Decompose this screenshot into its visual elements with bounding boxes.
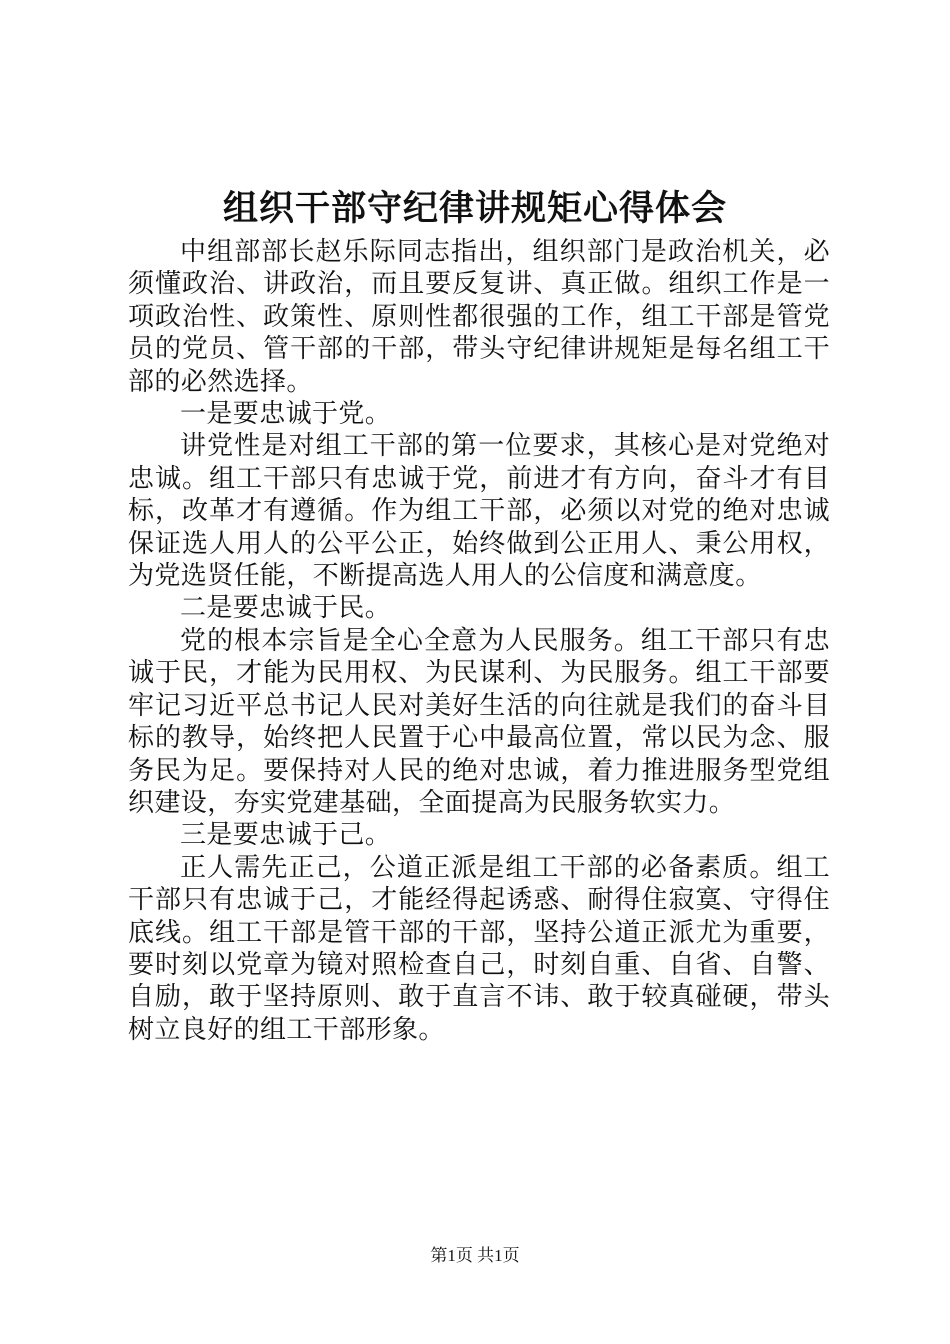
document-body	[128, 236, 830, 1046]
paragraph-body-2: 党的根本宗旨是全心全意为人民服务。组工干部只有忠诚于民，才能为民用权、为民谋利、为民服务。组工干部要牢记习近平总书记人民对美好生活的向往就是我们的奋斗目标的教导，始终把人民置于心中最高位置，常以民为念、服务民为足。要保持对人民的绝对忠诚，着力推进服务型党组织建设，夯实党建基础，全面提高为民服务软实力。	[128, 625, 830, 818]
paragraph-heading-3: 三是要忠诚于己。	[180, 820, 392, 851]
paragraph-intro: 中组部部长赵乐际同志指出，组织部门是政治机关，必须懂政治、讲政治，而且要反复讲、真正做。组织工作是一项政治性、政策性、原则性都很强的工作，组工干部是管党员的党员、管干部的干部，带头守纪律讲规矩是每名组工干部的必然选择。	[128, 237, 830, 397]
paragraph-body-1: 讲党性是对组工干部的第一位要求，其核心是对党绝对忠诚。组工干部只有忠诚于党，前进才有方向，奋斗才有目标，改革才有遵循。作为组工干部，必须以对党的绝对忠诚保证选人用人的公平公正，始终做到公正用人、秉公用权，为党选贤任能，不断提高选人用人的公信度和满意度。	[128, 431, 830, 592]
paragraph-body-3: 正人需先正己，公道正派是组工干部的必备素质。组工干部只有忠诚于己，才能经得起诱惑、耐得住寂寞、守得住底线。组工干部是管干部的干部，坚持公道正派尤为重要，要时刻以党章为镜对照检查自己，时刻自重、自省、自警、自励，敢于坚持原则、敢于直言不讳、敢于较真碰硬，带头树立良好的组工干部形象。	[128, 852, 830, 1045]
document-title: 组织干部守纪律讲规矩心得体会	[222, 188, 727, 229]
paragraph-heading-2: 二是要忠诚于民。	[180, 593, 392, 624]
page-footer: 第1页 共1页	[430, 1246, 520, 1265]
paragraph-heading-1: 一是要忠诚于党。	[180, 399, 392, 430]
